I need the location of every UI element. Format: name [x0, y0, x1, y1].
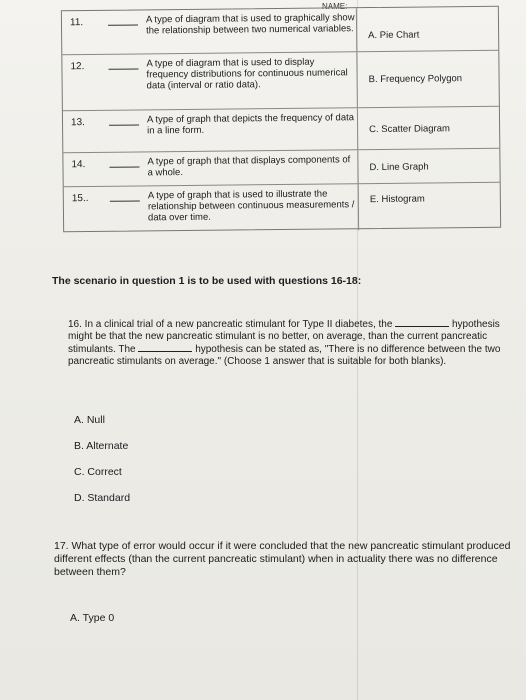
answer-option: B. Frequency Polygon: [368, 73, 463, 86]
question-text: A type of graph that is used to illustrate the relationship between continuous measurements / data over time.: [147, 188, 355, 224]
question-17-choice-a[interactable]: A. Type 0: [70, 612, 115, 624]
answer-option: D. Line Graph: [369, 161, 429, 174]
question-16-text-part2: hypothesis might be that the new pancreatic stimulant is no better, on average, than the current pancreatic stimulants. The: [68, 319, 500, 355]
matching-row: [64, 183, 500, 234]
question-16-choices: [74, 413, 130, 517]
question-text: A type of diagram that is used to display frequency distributions for continuous numerical data (interval or ratio data).: [146, 56, 348, 92]
matching-table: [61, 6, 501, 233]
question-16-text-part3: hypothesis can be stated as, "There is no difference between the two pancreatic stimulants on average." (Choose 1 answer that is suitable for both blanks).: [68, 344, 501, 367]
answer-blank[interactable]: [110, 200, 140, 201]
question-number: 11.: [69, 17, 84, 29]
question-16-text-part1: 16. In a clinical trial of a new pancreatic stimulant for Type II diabetes, the: [68, 319, 393, 330]
question-16: [68, 318, 520, 368]
question-text: A type of graph that depicts the frequency of data in a line form.: [146, 112, 355, 137]
answer-blank[interactable]: [108, 24, 138, 25]
choice-b[interactable]: B. Alternate: [74, 440, 129, 452]
matching-row: [63, 107, 499, 154]
answer-option: A. Pie Chart: [368, 29, 420, 42]
answer-option: E. Histogram: [369, 193, 425, 206]
name-label: NAME:: [322, 2, 348, 11]
matching-row: [62, 7, 498, 56]
choice-a[interactable]: A. Null: [74, 414, 105, 426]
question-text: A type of diagram that is used to graphically show the relationship between two numerical variables.: [145, 12, 355, 37]
answer-blank[interactable]: [109, 166, 139, 167]
fill-in-blank-1[interactable]: [395, 318, 449, 327]
choice-c[interactable]: C. Correct: [74, 466, 122, 478]
question-17: 17. What type of error would occur if it were concluded that the new pancreatic stimulant produced different effects (than the current pancreatic stimulant) when in actuality there was no difference between them?: [54, 540, 511, 578]
choice-d[interactable]: D. Standard: [74, 492, 131, 504]
column-divider: [356, 8, 357, 51]
answer-blank[interactable]: [109, 124, 139, 125]
answer-blank[interactable]: [108, 68, 138, 69]
scenario-heading: The scenario in question 1 is to be used with questions 16-18:: [52, 275, 362, 287]
column-divider: [357, 108, 358, 149]
matching-row: [63, 149, 499, 188]
column-divider: [356, 52, 358, 107]
question-number: 15..: [71, 193, 89, 205]
column-divider: [357, 150, 358, 183]
question-number: 12.: [70, 61, 85, 73]
column-divider: [358, 184, 359, 230]
question-number: 14.: [71, 159, 86, 171]
fill-in-blank-2[interactable]: [138, 343, 192, 352]
answer-option: C. Scatter Diagram: [369, 123, 450, 136]
question-number: 13.: [70, 117, 85, 129]
question-text: A type of graph that that displays components of a whole.: [147, 154, 351, 179]
matching-row: [62, 51, 499, 112]
